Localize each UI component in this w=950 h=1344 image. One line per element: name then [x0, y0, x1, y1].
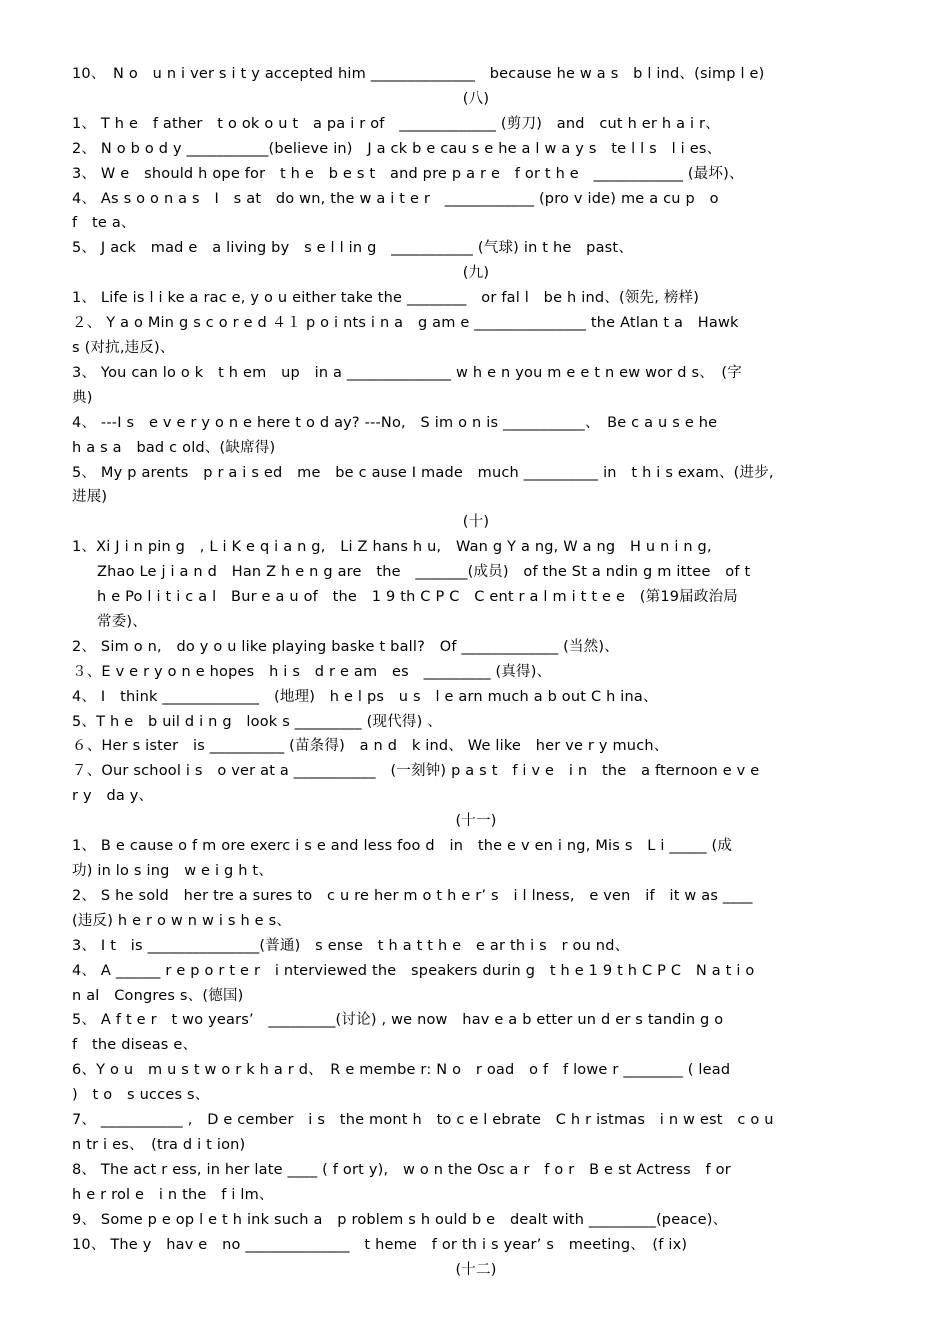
- question-line: ６、Her s ister is __________ (苗条得) a n d k ind、 We like her ve r y much、: [72, 738, 669, 755]
- question-line: 10、 The y hav e no ______________ t heme f or th i s year’ s meeting、 (f ix): [72, 1236, 688, 1253]
- question-line: 6、Y o u m u s t w o r k h a r d、 R e membe r: N o r oad o f f lowe r ________ ( lead: [72, 1062, 731, 1079]
- question-line-continued: 进展): [72, 489, 108, 506]
- section-heading: (十): [462, 514, 490, 531]
- question-line-continued: n tr i es、 (tra d i t ion): [72, 1136, 246, 1153]
- question-line: 5、 A f t e r t wo years’ _________(讨论) , we now hav e a b etter un d er s tandin g o: [72, 1012, 724, 1029]
- section-heading: (九): [462, 265, 490, 282]
- question-line-continued: f the diseas e、: [72, 1037, 198, 1054]
- question-line-continued: 功) in lo s ing w e i g h t、: [72, 863, 274, 879]
- section-heading: (十一): [455, 813, 497, 830]
- question-line: 8、 The act r ess, in her late ____ ( f ort y), w o n the Osc a r f o r B e st Actress f or: [72, 1161, 731, 1178]
- question-line: ２、 Y a o Min g s c o r e d ４１ p o i nts i n a g am e _______________ the Atlan t a Hawk: [72, 315, 739, 332]
- worksheet-page: [72, 62, 880, 1282]
- question-line-continued: (违反) h e r o w n w i s h e s、: [72, 912, 292, 929]
- question-line: 2、 N o b o d y ___________(believe in) J a ck b e cau s e he a l w a y s te l l s l i es、: [72, 140, 722, 157]
- question-line: 9、 Some p e op l e t h ink such a p roblem s h ould b e dealt with _________(peace)、: [72, 1211, 728, 1228]
- question-line: 5、T h e b uil d i n g look s _________ (现代得) 、: [72, 713, 442, 730]
- question-line: 3、 I t is _______________(普通) s ense t h a t t h e e ar th i s r ou nd、: [72, 937, 630, 954]
- question-line: 1、Xi J i n pin g , L i K e q i a n g, Li Z hans h u, Wan g Y a ng, W a ng H u n i n g,: [72, 539, 712, 556]
- question-line: 4、 ---I s e v e r y o n e here t o d ay? ---No, S im o n is ___________、 Be c a u s e he: [72, 414, 718, 431]
- question-line: 2、 S he sold her tre a sures to c u re her m o t h e r’ s i l lness, e ven if it w as ____: [72, 887, 753, 904]
- question-line: 4、 As s o o n a s I s at do wn, the w a i t e r ____________ (pro v ide) me a cu p o: [72, 190, 719, 207]
- question-line-continued: 常委)、: [97, 613, 147, 630]
- question-line-continued: ) t o s ucces s、: [72, 1087, 210, 1104]
- question-line: 1、 T h e f ather t o ok o u t a pa i r of _____________ (剪刀) and cut h er h a i r、: [72, 115, 720, 132]
- question-line: 4、 A ______ r e p o r t e r i nterviewed the speakers durin g t h e 1 9 t h C P C N a t i o: [72, 962, 755, 979]
- question-line-continued: h e r rol e i n the f i lm、: [72, 1186, 274, 1203]
- question-line-continued: h a s a bad c old、(缺席得): [72, 439, 276, 456]
- question-line-continued: r y da y、: [72, 788, 154, 805]
- question-line: 7、 ___________ , D e cember i s the mont h to c e l ebrate C h r istmas i n w est c o u: [72, 1112, 774, 1129]
- question-line-continued: n al Congres s、(德国): [72, 987, 244, 1004]
- question-line-continued: Zhao Le j i a n d Han Z h e n g are the _______(成员) of the St a ndin g m ittee of t: [97, 564, 751, 581]
- question-line: 1、 Life is l i ke a rac e, y o u either take the ________ or fal l be h ind、(领先, 榜样): [72, 290, 700, 307]
- question-line: 5、 J ack mad e a living by s e l l in g ___________ (气球) in t he past、: [72, 240, 634, 257]
- question-line: 3、 W e should h ope for t h e b e s t and pre p a r e f or t h e ____________ (最坏)、: [72, 165, 744, 182]
- question-line-continued: h e Po l i t i c a l Bur e a u of the 1 9 th C P C C ent r a l m i t t e e (第19届政治局: [97, 589, 738, 606]
- question-line: 2、 Sim o n, do y o u like playing baske t ball? Of _____________ (当然)、: [72, 638, 619, 655]
- question-line-continued: 典): [72, 389, 93, 406]
- question-line-continued: s (对抗,违反)、: [72, 339, 175, 356]
- question-line: 5、 My p arents p r a i s ed me be c ause I made much __________ in t h i s exam、(进步,: [72, 464, 774, 481]
- section-heading: (八): [462, 90, 490, 107]
- question-line: ７、Our school i s o ver at a ___________ (一刻钟) p a s t f i v e i n the a fternoon e v e: [72, 763, 760, 780]
- question-line: ３、E v e r y o n e hopes h i s d r e am es _________ (真得)、: [72, 663, 552, 680]
- question-line: 10、 N o u n i ver s i t y accepted him ______________ because he w a s b l ind、(simp l e): [72, 66, 765, 82]
- question-line: 1、 B e cause o f m ore exerc i s e and less foo d in the e v en i ng, Mis s L i _____ (成: [72, 838, 733, 855]
- question-line-continued: f te a、: [72, 215, 136, 232]
- question-line: 4、 I think _____________ (地理) h e l ps u s l e arn much a b out C h ina、: [72, 688, 658, 705]
- section-heading: (十二): [455, 1261, 497, 1278]
- question-line: 3、 You can lo o k t h em up in a ______________ w h e n you m e e t n ew wor d s、 (字: [72, 364, 742, 381]
